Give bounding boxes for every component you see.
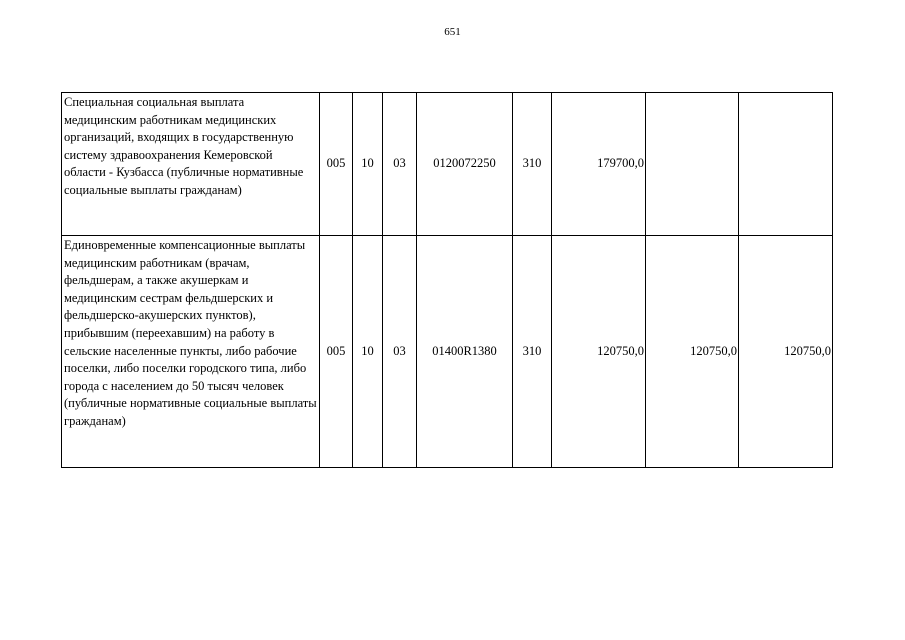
expense-type-cell: 310 — [513, 93, 552, 236]
subsection-code-cell: 03 — [383, 93, 417, 236]
target-article-cell: 0120072250 — [417, 93, 513, 236]
section-code-cell: 10 — [353, 93, 383, 236]
ministry-code-cell: 005 — [320, 93, 353, 236]
budget-table — [61, 92, 833, 468]
amount-3-cell: 120750,0 — [739, 236, 833, 468]
page-number: 651 — [444, 26, 461, 38]
expense-name-cell: Специальная социальная выплата медицинским работникам медицинских организаций, входящих в государственную систему здравоохранения Кемеровской области - Кузбасса (публичные нормативные социальные выплаты гражданам) — [62, 93, 320, 236]
ministry-code-cell: 005 — [320, 236, 353, 468]
subsection-code-cell: 03 — [383, 236, 417, 468]
amount-3-cell — [739, 93, 833, 236]
expense-type-cell: 310 — [513, 236, 552, 468]
amount-2-cell: 120750,0 — [646, 236, 739, 468]
section-code-cell: 10 — [353, 236, 383, 468]
target-article-cell: 01400R1380 — [417, 236, 513, 468]
table-row — [62, 236, 833, 468]
table-row — [62, 93, 833, 236]
expense-name-cell: Единовременные компенсационные выплаты медицинским работникам (врачам, фельдшерам, а также акушеркам и медицинским сестрам фельдшерских и фельдшерско-акушерских пунктов), прибывшим (переехавшим) на работу в сельские населенные пункты, либо рабочие поселки, либо поселки городского типа, либо города с населением до 50 тысяч человек (публичные нормативные социальные выплаты гражданам) — [62, 236, 320, 468]
amount-1-cell: 179700,0 — [552, 93, 646, 236]
amount-2-cell — [646, 93, 739, 236]
amount-1-cell: 120750,0 — [552, 236, 646, 468]
